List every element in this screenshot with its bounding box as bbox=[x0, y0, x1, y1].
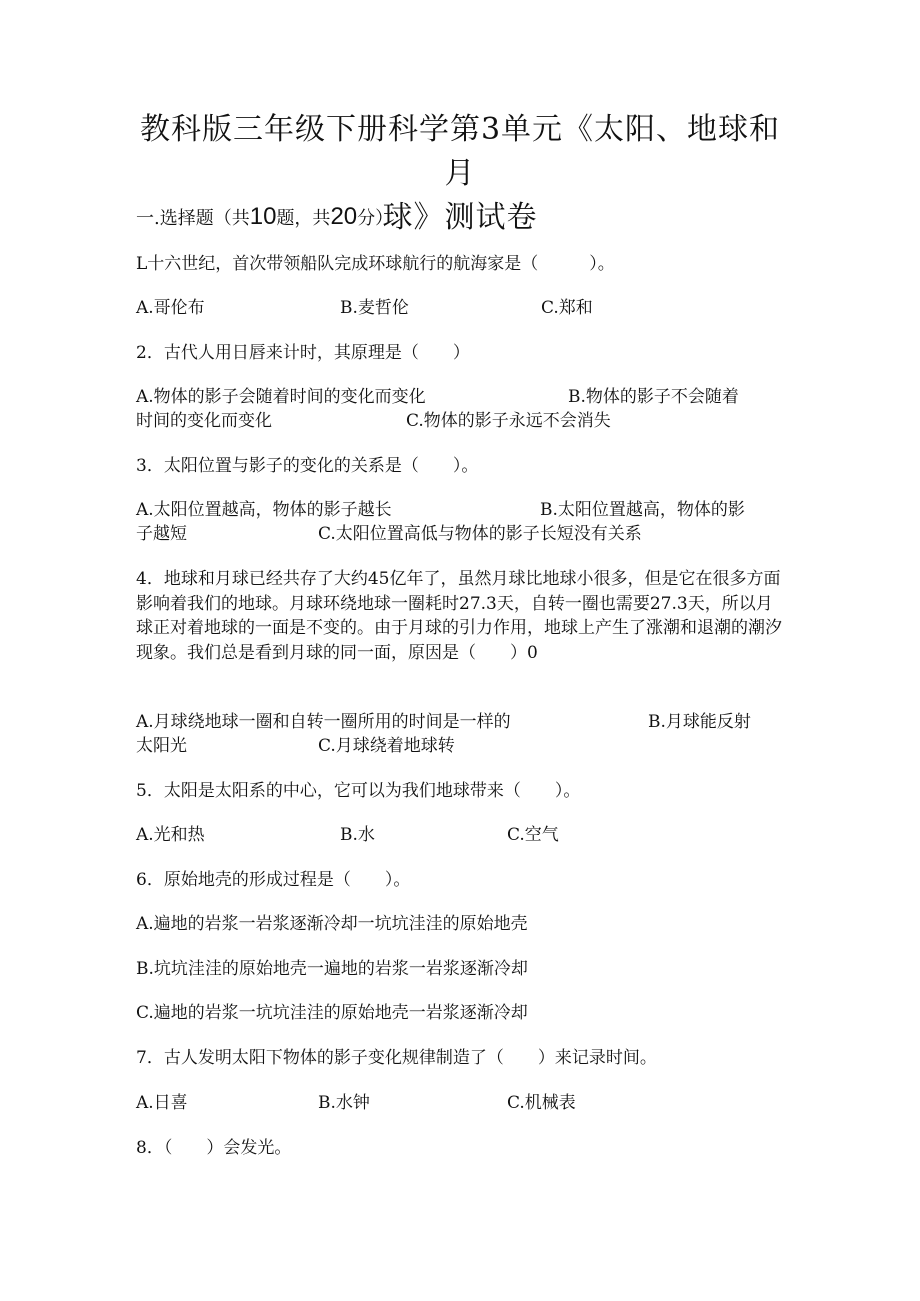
title-line-2: 球》测试卷 bbox=[382, 200, 538, 235]
question-7-option-c: C.机械表 bbox=[507, 1093, 576, 1113]
section-score: 20 bbox=[330, 203, 358, 230]
question-8-stem: 8．（ ）会发光。 bbox=[136, 1138, 292, 1158]
question-2-option-b: B.物体的影子不会随着 bbox=[568, 387, 739, 407]
question-4-stem: 4．地球和月球已经共存了大约45亿年了，虽然月球比地球小很多，但是它在很多方面影响着我们的地球。月球环绕地球一圈耗时27.3天，自转一圈也需要27.3天，所以月球正对着地球的一面是不变的。由于月球的引力作用，地球上产生了涨潮和退潮的潮汐现象。我们总是看到月球的同一面，原因是（ ）0 bbox=[136, 569, 782, 663]
section-prefix: 一.选择题（共 bbox=[136, 208, 250, 229]
question-3-option-b-cont: 子越短 bbox=[136, 524, 187, 544]
question-2-option-a: A.物体的影子会随着时间的变化而变化 bbox=[136, 387, 426, 407]
question-3-option-c: C.太阳位置高低与物体的影子长短没有关系 bbox=[318, 524, 642, 544]
question-5-option-a: A.光和热 bbox=[136, 825, 205, 845]
section-mid: 题，共 bbox=[276, 208, 331, 229]
question-6-stem: 6．原始地壳的形成过程是（ ）。 bbox=[136, 870, 411, 890]
question-2-stem: 2．古代人用日唇来计时，其原理是（ ） bbox=[136, 343, 470, 363]
question-6-option-c: C.遍地的岩浆一坑坑洼洼的原始地壳一岩浆逐渐冷却 bbox=[136, 1003, 528, 1023]
title-line-1: 教科版三年级下册科学第3单元《太阳、地球和月 bbox=[139, 112, 781, 191]
question-5-option-b: B.水 bbox=[340, 825, 375, 845]
question-5-stem: 5．太阳是太阳系的中心，它可以为我们地球带来（ ）。 bbox=[136, 781, 581, 801]
question-3-option-a: A.太阳位置越高，物体的影子越长 bbox=[136, 500, 392, 520]
question-1-option-c: C.郑和 bbox=[541, 298, 593, 318]
question-4-option-a: A.月球绕地球一圈和自转一圈所用的时间是一样的 bbox=[136, 712, 511, 732]
question-3-stem: 3．太阳位置与影子的变化的关系是（ ）。 bbox=[136, 456, 479, 476]
question-6-option-a: A.遍地的岩浆一岩浆逐渐冷却一坑坑洼洼的原始地壳 bbox=[136, 914, 528, 934]
question-5-option-c: C.空气 bbox=[507, 825, 559, 845]
question-1-option-b: B.麦哲伦 bbox=[340, 298, 409, 318]
question-7-option-b: B.水钟 bbox=[318, 1093, 370, 1113]
section-heading bbox=[136, 203, 393, 233]
section-count: 10 bbox=[249, 203, 277, 230]
question-6-option-b: B.坑坑洼洼的原始地壳一遍地的岩浆一岩浆逐渐冷却 bbox=[136, 959, 528, 979]
question-1-option-a: A.哥伦布 bbox=[136, 298, 205, 318]
question-4-option-b: B.月球能反射 bbox=[648, 712, 751, 732]
question-4-option-b-cont: 太阳光 bbox=[136, 736, 187, 756]
question-1-stem: L十六世纪，首次带领船队完成环球航行的航海家是（ ）。 bbox=[136, 254, 615, 274]
question-7-stem: 7．古人发明太阳下物体的影子变化规律制造了（ ）来记录时间。 bbox=[136, 1048, 657, 1068]
question-7-option-a: A.日喜 bbox=[136, 1093, 188, 1113]
question-2-option-b-cont: 时间的变化而变化 bbox=[136, 411, 272, 431]
question-3-option-b: B.太阳位置越高，物体的影 bbox=[540, 500, 745, 520]
section-suffix: 分） bbox=[357, 208, 394, 229]
question-4-option-c: C.月球绕着地球转 bbox=[318, 736, 455, 756]
question-2-option-c: C.物体的影子永远不会消失 bbox=[406, 411, 611, 431]
